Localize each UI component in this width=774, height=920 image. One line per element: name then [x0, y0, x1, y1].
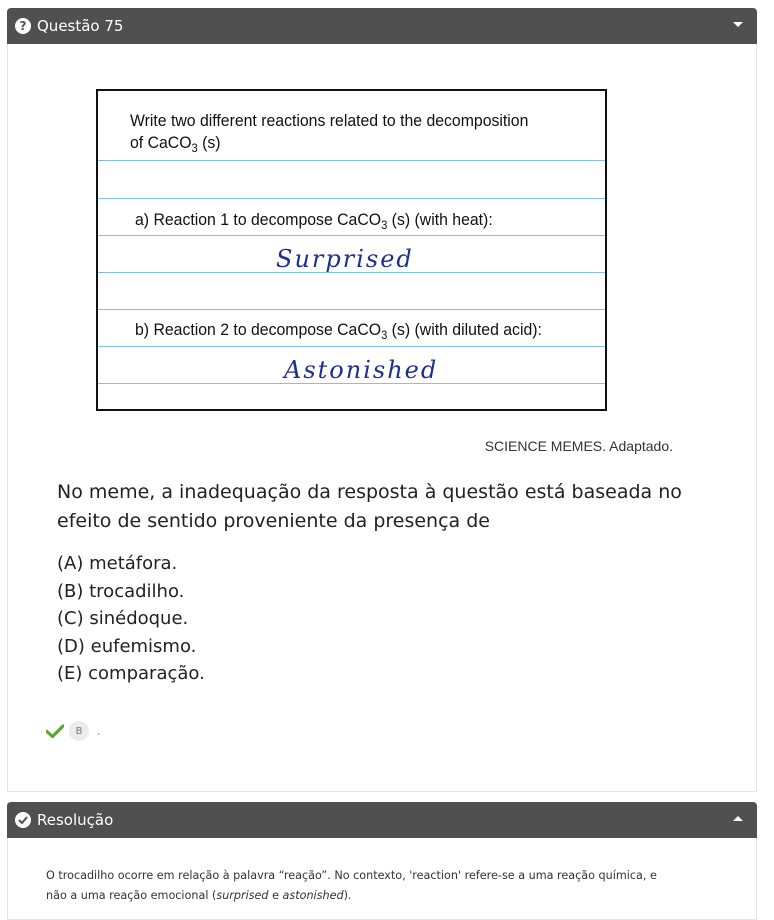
option-a: (A) metáfora. — [57, 553, 178, 574]
option-b: (B) trocadilho. — [57, 580, 185, 602]
resolution-panel-header[interactable] — [7, 802, 757, 838]
question-circle-icon: ? — [15, 18, 31, 34]
ruled-line — [98, 198, 605, 199]
resolution-panel-title: Resolução — [37, 811, 114, 829]
ruled-line — [98, 309, 605, 310]
resolution-text: O trocadilho ocorre em relação à palavra “reação”. No contexto, 'reaction' refere-se a uma reação química, e não a uma reação emocional (surprised e astonished). — [46, 869, 657, 902]
answer-letter-badge: B — [69, 721, 89, 741]
option-d: (D) eufemismo. — [57, 635, 197, 657]
question-text: No meme, a inadequação da resposta à questão está baseada no efeito de sentido proveniente da presença de — [57, 481, 682, 532]
meme-prompt-line2: of CaCO$_3$ (s) — [130, 133, 221, 155]
question-panel-header[interactable] — [7, 8, 757, 44]
ruled-line — [98, 346, 605, 347]
meme-item-b: b) Reaction 2 to decompose CaCO$_3$ (s) (with diluted acid): — [135, 320, 542, 342]
question-panel-title: Questão 75 — [37, 17, 124, 35]
option-e: (E) comparação. — [57, 663, 205, 684]
answer-options — [57, 550, 205, 688]
chevron-up-icon[interactable] — [733, 816, 743, 821]
meme-image — [96, 89, 607, 411]
image-credit: SCIENCE MEMES. Adaptado. — [484, 438, 673, 454]
handwritten-answer-b — [282, 354, 442, 388]
handwritten-answer-a — [274, 243, 414, 277]
correct-answer — [46, 721, 101, 741]
svg-text:Astonished: Astonished — [284, 356, 439, 384]
ruled-line — [98, 235, 605, 236]
option-c: (C) sinédoque. — [57, 608, 189, 629]
meme-item-a: a) Reaction 1 to decompose CaCO$_3$ (s) (with heat): — [135, 210, 493, 232]
ruled-line — [98, 160, 605, 161]
answer-suffix: . — [97, 724, 101, 738]
check-circle-icon — [15, 812, 31, 828]
check-icon — [46, 724, 64, 738]
chevron-down-icon[interactable] — [733, 22, 743, 27]
svg-text:Surprised: Surprised — [276, 245, 414, 273]
meme-prompt-line1: Write two different reactions related to the decomposition — [130, 111, 529, 130]
